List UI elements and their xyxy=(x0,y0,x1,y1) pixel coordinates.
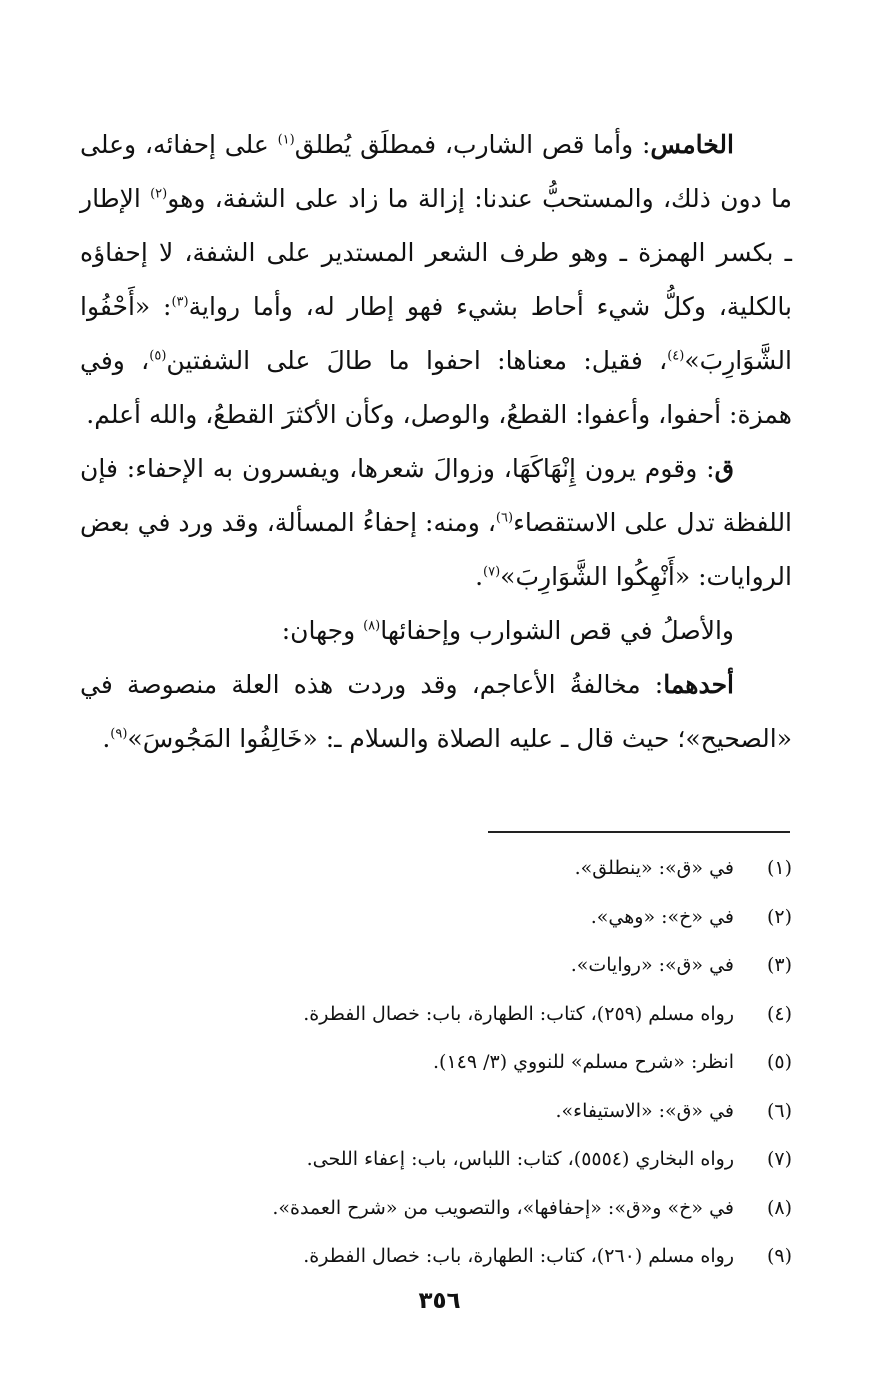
footnote-item xyxy=(160,1184,792,1233)
paragraph-1 xyxy=(80,118,792,442)
text-segment: والأصلُ في قص الشوارب وإحفائها xyxy=(380,616,734,645)
footnote-text: انظر: «شرح مسلم» للنووي (٣/ ١٤٩). xyxy=(432,1051,734,1073)
footnote-item xyxy=(160,1087,792,1136)
text-segment: وجهان: xyxy=(281,616,364,645)
footnote-item xyxy=(160,1038,792,1087)
paragraph-2 xyxy=(80,442,792,604)
page-number: ٣٥٦ xyxy=(418,1288,461,1314)
footnote-text: في «ق»: «الاستيفاء». xyxy=(555,1099,734,1122)
footnote-number: (٩) xyxy=(766,1245,792,1267)
footnote-text: في «ق»: «ينطلق». xyxy=(574,857,734,879)
paragraph-4 xyxy=(80,658,792,766)
main-text xyxy=(80,118,792,766)
text-segment: ، وفي همزة: أحفوا، وأعفوا: القطعُ، والوصل، وكأن الأكثرَ القطعُ، والله أعلم. xyxy=(80,346,792,429)
footnote-separator xyxy=(488,831,790,833)
text-segment: . xyxy=(475,562,484,591)
text-segment: : وقوم يرون إِنْهَاكَهَا، وزوالَ شعرها، ويفسرون به الإحفاء: فإن اللفظة تدل على الاستقصاء xyxy=(80,454,793,537)
text-segment: الإطار ـ بكسر الهمزة ـ وهو طرف الشعر المستدير على الشفة، لا إحفاؤه بالكلية، وكلُّ شيء أحاط بشيء فهو إطار له، وأما رواية xyxy=(80,184,792,321)
footnote-item xyxy=(160,1232,792,1281)
footnote-marker[interactable]: (٥) xyxy=(149,348,167,364)
text-segment: : «أَحْفُوا الشَّوَارِبَ» xyxy=(80,292,792,375)
footnote-text: رواه مسلم (٢٦٠)، كتاب: الطهارة، باب: خصال الفطرة. xyxy=(303,1245,734,1267)
footnote-number: (٢) xyxy=(766,905,792,928)
text-segment: ، فقيل: معناها: احفوا ما طالَ على الشفتين xyxy=(166,346,668,375)
footnote-marker[interactable]: (٤) xyxy=(667,348,685,364)
footnote-text: رواه البخاري (٥٥٥٤)، كتاب: اللباس، باب: إعفاء اللحى. xyxy=(306,1148,734,1170)
footnotes-list xyxy=(160,844,792,1281)
footnote-marker[interactable]: (٨) xyxy=(363,618,381,634)
text-segment: : مخالفةُ الأعاجم، وقد وردت هذه العلة منصوصة في «الصحيح»؛ حيث قال ـ عليه الصلاة والسلام ـ: «خَالِفُوا المَجُوسَ» xyxy=(80,670,792,753)
footnote-number: (٥) xyxy=(766,1051,792,1073)
footnote-number: (٦) xyxy=(766,1099,792,1122)
text-segment: ، ومنه: إحفاءُ المسألة، وقد ورد في بعض الروايات: «أَنْهِكُوا الشَّوَارِبَ» xyxy=(80,508,792,591)
footnote-number: (٤) xyxy=(766,1002,792,1025)
text-segment: : وأما قص الشارب، فمطلَق يُطلق xyxy=(294,130,651,159)
footnote-text: في «خ» و«ق»: «إحفافها»، والتصويب من «شرح العمدة». xyxy=(272,1196,734,1219)
paragraph-3 xyxy=(80,604,792,658)
paragraph-lead: الخامس xyxy=(650,130,734,159)
footnote-item xyxy=(160,893,792,942)
footnote-number: (٧) xyxy=(766,1148,792,1170)
footnote-marker[interactable]: (٩) xyxy=(110,726,128,742)
footnote-item xyxy=(160,1135,792,1184)
footnote-text: في «ق»: «روايات». xyxy=(570,954,734,976)
footnote-marker[interactable]: (١) xyxy=(277,132,295,148)
paragraph-lead: ق xyxy=(714,454,734,483)
footnote-marker[interactable]: (٢) xyxy=(150,186,168,202)
footnote-marker[interactable]: (٧) xyxy=(483,564,501,580)
footnote-number: (٣) xyxy=(766,954,792,976)
footnote-marker[interactable]: (٦) xyxy=(495,510,514,526)
paragraph-lead: أحدهما xyxy=(663,670,734,699)
footnote-text: رواه مسلم (٢٥٩)، كتاب: الطهارة، باب: خصال الفطرة. xyxy=(303,1002,734,1025)
footnote-item xyxy=(160,941,792,990)
text-segment: على إحفائه، وعلى ما دون ذلك، والمستحبُّ عندنا: إزالة ما زاد على الشفة، وهو xyxy=(80,130,792,213)
footnote-number: (١) xyxy=(766,857,792,879)
footnote-text: في «خ»: «وهي». xyxy=(590,905,734,928)
text-segment: . xyxy=(102,724,111,753)
footnote-item xyxy=(160,844,792,893)
footnote-item xyxy=(160,990,792,1039)
footnote-marker[interactable]: (٣) xyxy=(171,294,189,310)
footnote-number: (٨) xyxy=(766,1196,792,1219)
